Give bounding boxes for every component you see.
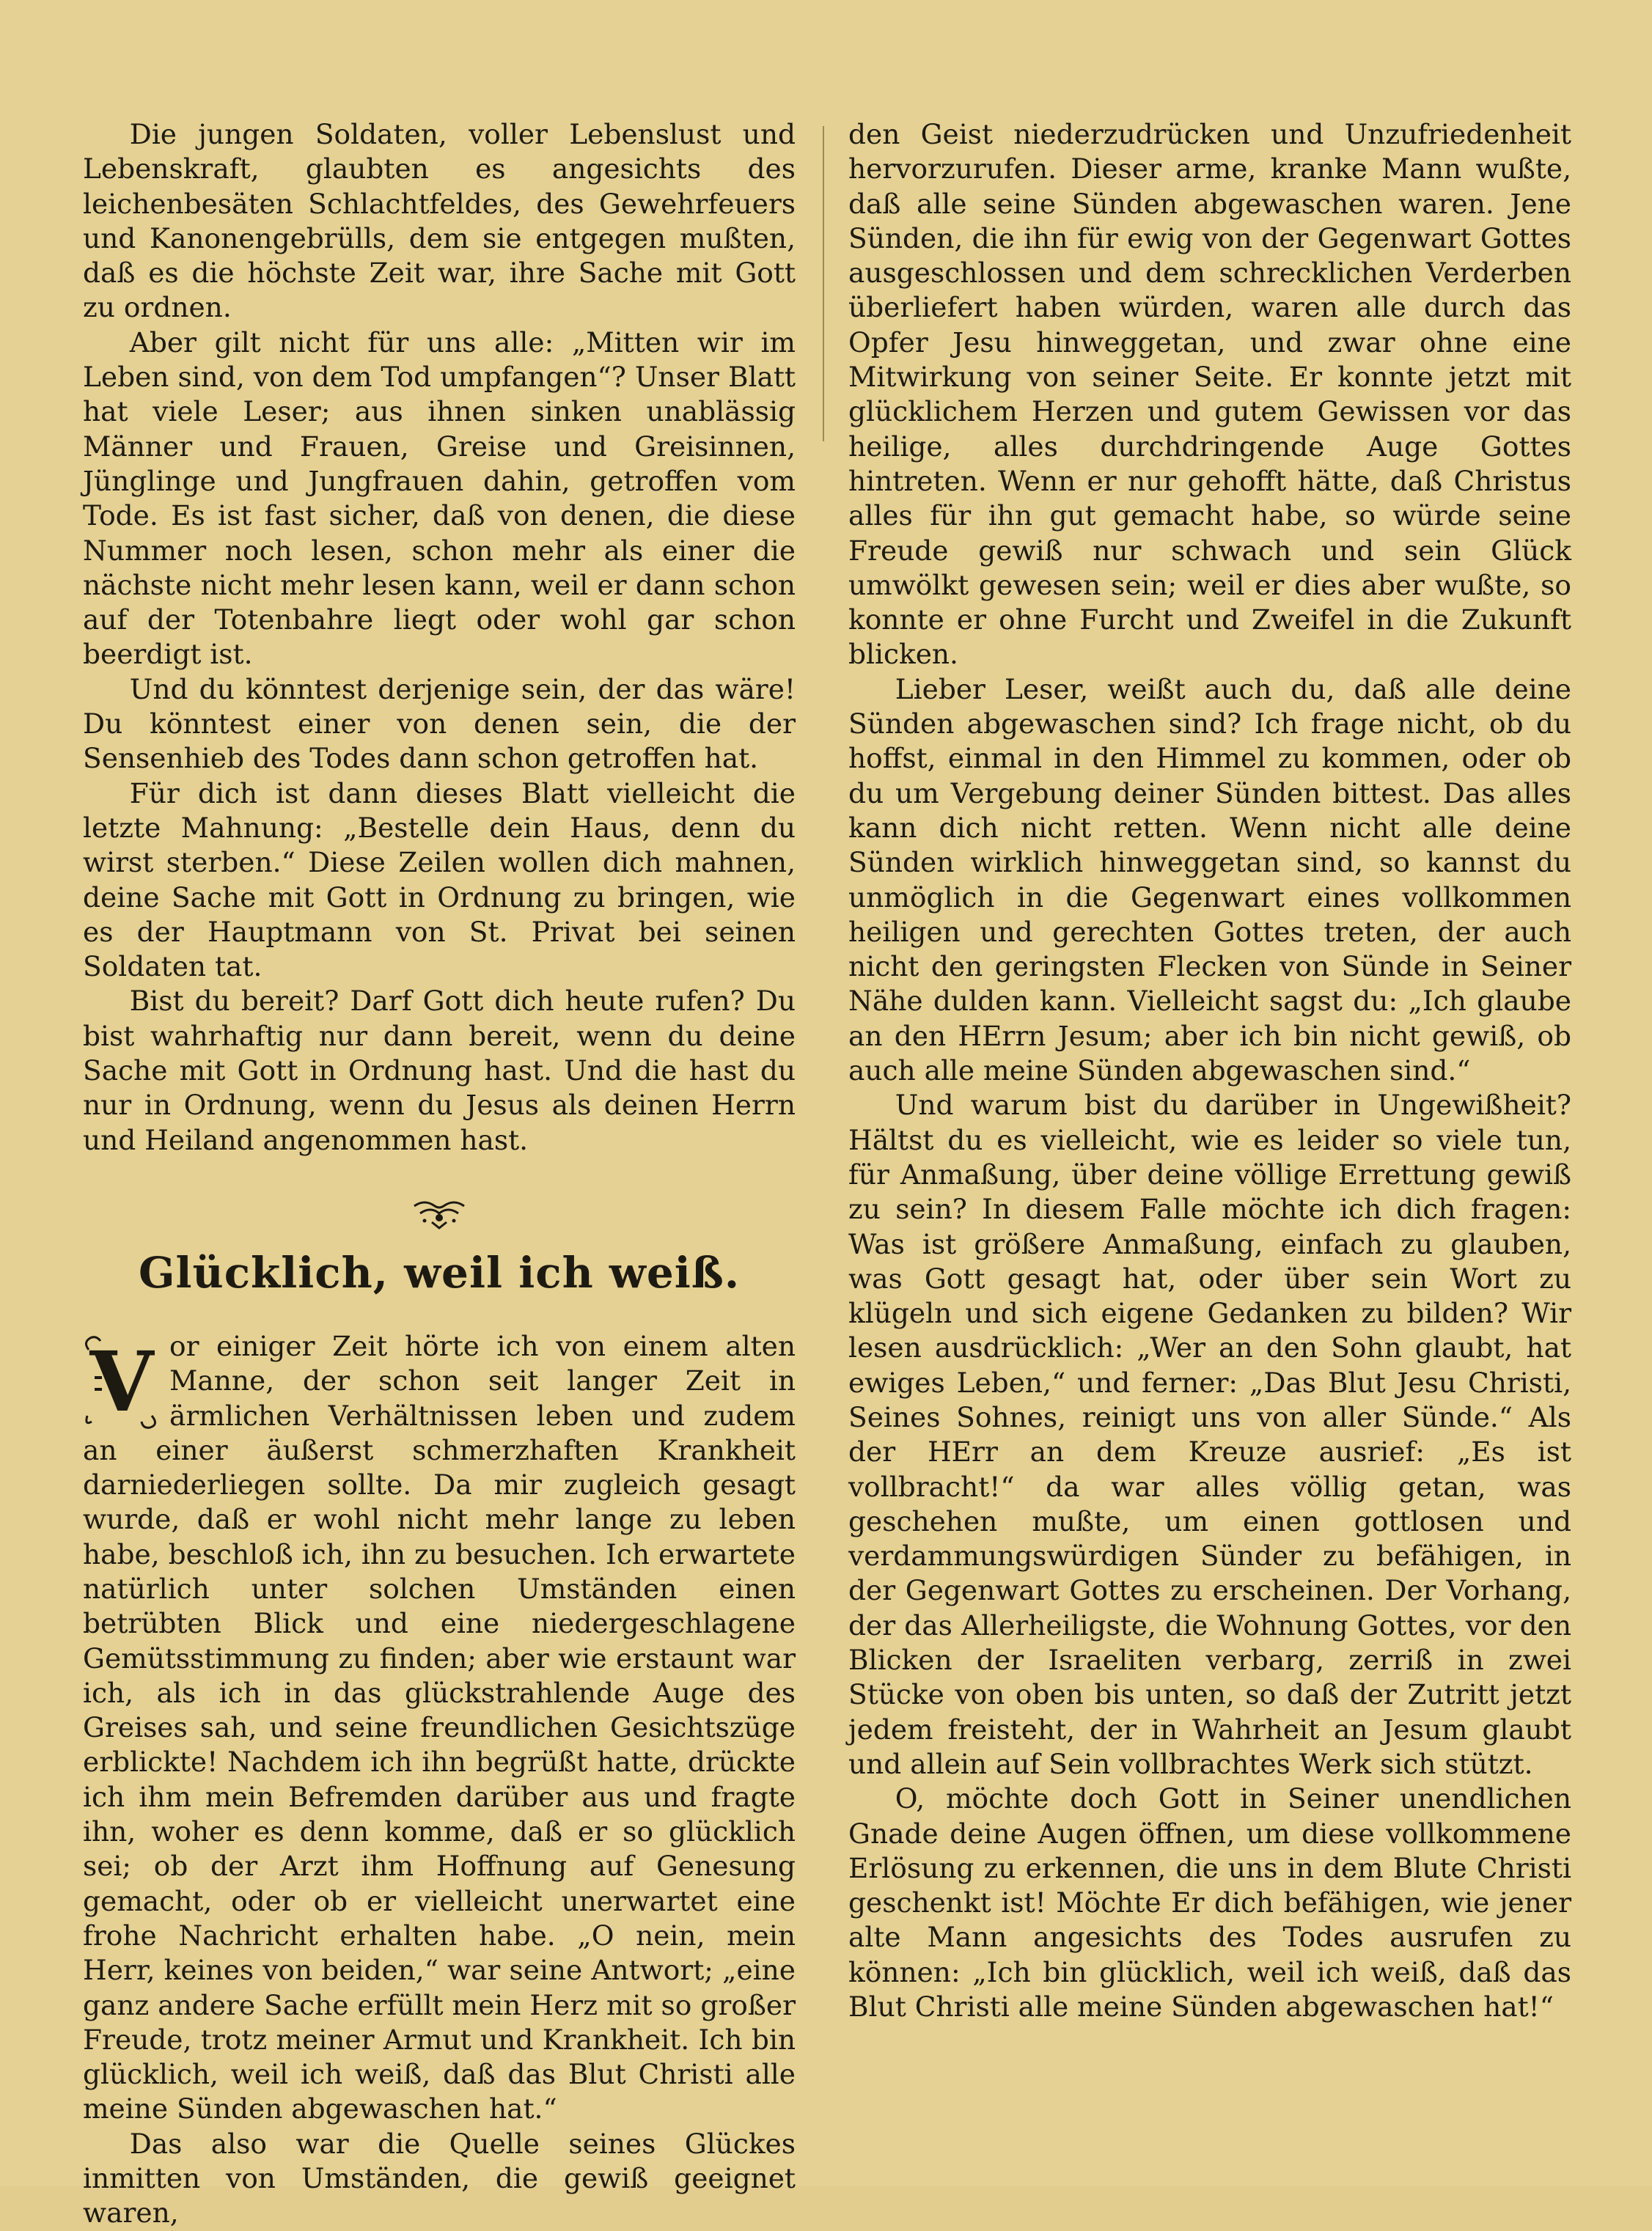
paragraph-letzte-mahnung: Für dich ist dann dieses Blatt vielleicht die letzte Mahnung: „Bestelle dein Haus, denn du wirst sterben.“ Diese Zeilen wollen dich mahnen, deine Sache mit Gott in Ordnung zu bringen, wie es der Hauptmann von St. Privat bei seinen Soldaten tat. — [83, 776, 796, 983]
paragraph-mitten-im-leben: Aber gilt nicht für uns alle: „Mitten wir im Leben sind, von dem Tod umpfangen“? Unser Blatt hat viele Leser; aus ihnen sinken unablässig Männer und Frauen, Greise und Greisinnen, Jünglinge und Jungfrauen dahin, getroffen vom Tode. Es ist fast sicher, daß von denen, die diese Nummer noch lesen, schon mehr als einer die nächste nicht mehr lesen kann, weil er dann schon auf der Totenbahre liegt oder wohl gar schon beerdigt ist. — [83, 326, 796, 671]
ornament-divider — [83, 1196, 796, 1230]
column-divider — [823, 126, 824, 441]
paragraph-continuation: den Geist niederzudrücken und Unzufriedenheit hervorzurufen. Dieser arme, kranke Mann wußte, daß alle seine Sünden abgewaschen waren. Jene Sünden, die ihn für ewig von der Gegenwart Gottes ausgeschlossen und dem schrecklichen Verderben überliefert haben würden, waren alle durch das Opfer Jesu hinweggetan, und zwar ohne eine Mitwirkung von seiner Seite. Er konnte jetzt mit glücklichem Herzen und gutem Gewissen vor das heilige, alles durchdringende Auge Gottes hintreten. Wenn er nur gehofft hätte, daß Christus alles für ihn gut gemacht habe, so würde seine Freude gewiß nur schwach und sein Glück umwölkt gewesen sein; weil er dies aber wußte, so konnte er ohne Furcht und Zweifel in die Zukunft blicken. — [848, 118, 1571, 671]
left-column — [83, 117, 796, 2231]
paragraph-soldiers: Die jungen Soldaten, voller Lebenslust und Lebenskraft, glaubten es angesichts des leichenbesäten Schlachtfeldes, des Gewehrfeuers und Kanonengebrülls, dem sie entgegen mußten, daß es die höchste Zeit war, ihre Sache mit Gott zu ordnen. — [83, 118, 796, 324]
drop-cap-letter: V — [89, 1334, 154, 1430]
article-title: Glücklich, weil ich weiß. — [138, 1247, 741, 1298]
paragraph-quelle-des-glueckes: Das also war die Quelle seines Glückes inmitten von Umständen, die gewiß geeignet waren, — [83, 2127, 796, 2230]
paragraph-bist-du-bereit: Bist du bereit? Darf Gott dich heute rufen? Du bist wahrhaftig nur dann bereit, wenn du deine Sache mit Gott in Ordnung hast. Und die hast du nur in Ordnung, wenn du Jesus als deinen Herrn und Heiland angenommen hast. — [83, 985, 796, 1156]
paragraph-ungewissheit: Und warum bist du darüber in Ungewißheit? Hältst du es vielleicht, wie es leider so viele tun, für Anmaßung, über deine völlige Errettung gewiß zu sein? In diesem Falle möchte ich dich fragen: Was ist größere Anmaßung, einfach zu glauben, was Gott gesagt hat, oder über sein Wort zu klügeln und sich eigene Gedanken zu bilden? Wir lesen ausdrücklich: „Wer an den Sohn glaubt, hat ewiges Leben,“ und ferner: „Das Blut Jesu Christi, Seines Sohnes, reinigt uns von aller Sünde.“ Als der HErr an dem Kreuze ausrief: „Es ist vollbracht!“ da war alles völlig getan, was geschehen mußte, um einen gottlosen und verdammungswürdigen Sünder zu befähigen, in der Gegenwart Gottes zu erscheinen. Der Vorhang, der das Allerheiligste, die Wohnung Gottes, vor den Blicken der Israeliten verbarg, zerriß in zwei Stücke von oben bis unten, so daß der Zutritt jetzt jedem freisteht, der in Wahrheit an Jesum glaubt und allein auf Sein vollbrachtes Werk sich stützt. — [848, 1089, 1571, 1780]
paragraph-du-koenntest: Und du könntest derjenige sein, der das wäre! Du könntest einer von denen sein, die der Sensenhieb des Todes dann schon getroffen hat. — [83, 672, 796, 775]
paragraph-lieber-leser: Lieber Leser, weißt auch du, daß alle deine Sünden abgewaschen sind? Ich frage nicht, ob du hoffst, einmal in den Himmel zu kommen, oder ob du um Vergebung deiner Sünden bittest. Das alles kann dich nicht retten. Wenn nicht alle deine Sünden wirklich hinweggetan sind, so kannst du unmöglich in die Gegenwart eines vollkommen heiligen und gerechten Gottes treten, der auch nicht den geringsten Flecken von Sünde in Seiner Nähe dulden kann. Vielleicht sagst du: „Ich glaube an den HErrn Jesum; aber ich bin nicht gewiß, ob auch alle meine Sünden abgewaschen sind.“ — [848, 672, 1571, 1087]
article-first-paragraph-text: or einiger Zeit hörte ich von einem alten Manne, der schon seit langer Zeit in ärmlichen Verhältnissen leben und zudem an einer äußerst schmerzhaften Krankheit darniederliegen sollte. Da mir zugleich gesagt wurde, daß er wohl nicht mehr lange zu leben habe, beschloß ich, ihn zu besuchen. Ich erwartete natürlich unter solchen Umständen einen betrübten Blick und eine niedergeschlagene Gemütsstimmung zu finden; aber wie erstaunt war ich, als ich in das glückstrahlende Auge des Greises sah, und seine freundlichen Gesichtszüge erblickte! Nachdem ich ihn begrüßt hatte, drückte ich ihm mein Befremden darüber aus und fragte ihn, woher es denn komme, daß er so glücklich sei; ob der Arzt ihm Hoffnung auf Genesung gemacht, oder ob er vielleicht unerwartet eine frohe Nachricht erhalten habe. „O nein, mein Herr, keines von beiden,“ war seine Antwort; „eine ganz andere Sache erfüllt mein Herz mit so großer Freude, trotz meiner Armut und Krankheit. Ich bin glücklich, weil ich weiß, daß das Blut Christi alle meine Sünden abgewaschen hat.“ — [83, 1329, 796, 2125]
drop-cap — [81, 1334, 162, 1432]
paragraph-closing-prayer: O, möchte doch Gott in Seiner unendlichen Gnade deine Augen öffnen, um diese vollkommene Erlösung zu erkennen, die uns in dem Blute Christi geschenkt ist! Möchte Er dich befähigen, wie jener alte Mann angesichts des Todes ausrufen zu können: „Ich bin glücklich, weil ich weiß, daß das Blut Christi alle meine Sünden abgewaschen hat!“ — [848, 1782, 1571, 2024]
article-first-paragraph — [83, 1329, 796, 2127]
floral-ornament-icon — [410, 1196, 469, 1230]
right-column — [848, 117, 1571, 2024]
